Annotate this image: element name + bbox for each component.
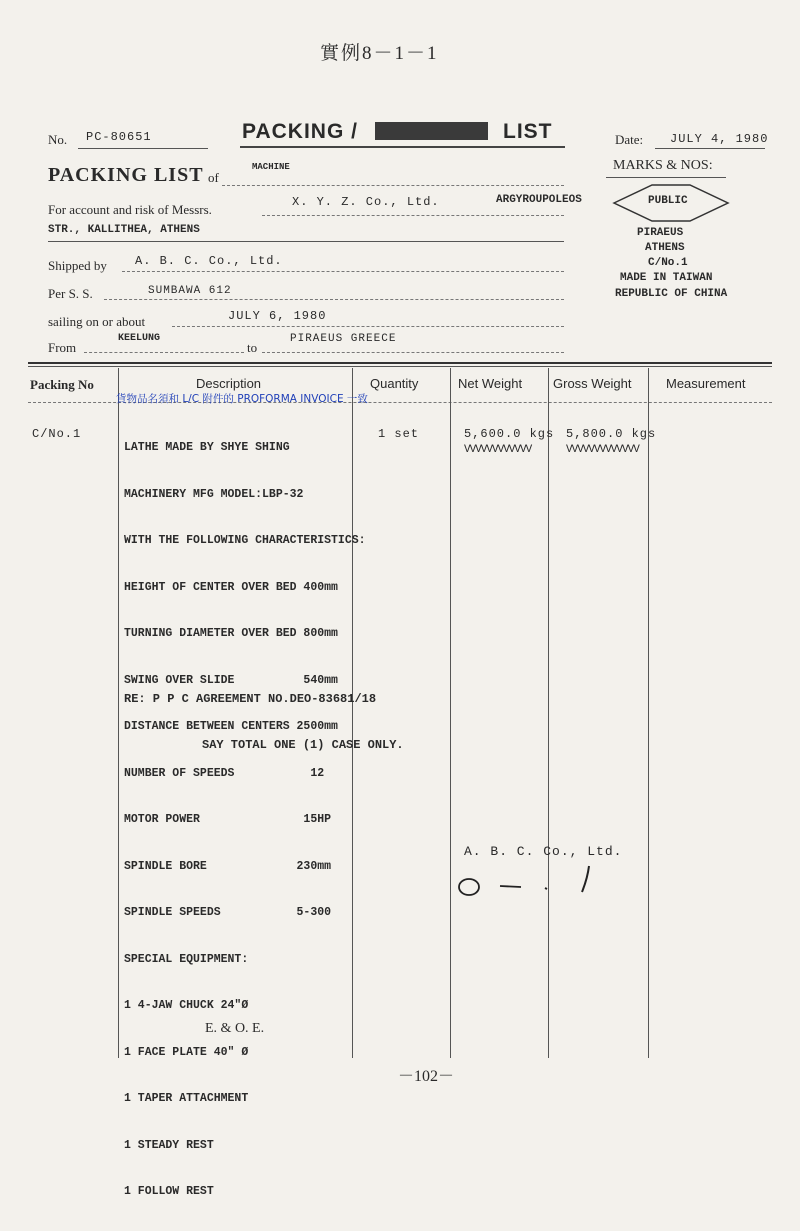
description-line: DISTANCE BETWEEN CENTERS 2500mm bbox=[124, 720, 338, 733]
date-value: JULY 4, 1980 bbox=[670, 132, 769, 146]
account-value-1b: ARGYROUPOLEOS bbox=[496, 194, 582, 206]
description-line: WITH THE FOLLOWING CHARACTERISTICS: bbox=[124, 534, 366, 547]
header-quantity: Quantity bbox=[370, 376, 419, 391]
gross-weight-value: 5,800.0 kgs bbox=[566, 427, 657, 441]
description-line: HEIGHT OF CENTER OVER BED 400mm bbox=[124, 580, 338, 594]
header-description: Description bbox=[196, 376, 262, 391]
signature-company: A. B. C. Co., Ltd. bbox=[464, 844, 623, 859]
vessel-underline bbox=[104, 299, 564, 300]
of-underline bbox=[222, 185, 564, 186]
description-block bbox=[124, 409, 366, 1231]
vessel-label: Per S. S. bbox=[48, 286, 93, 301]
description-line: 1 FOLLOW REST bbox=[124, 1185, 214, 1198]
description-line: SWING OVER SLIDE 540mm bbox=[124, 673, 338, 687]
account-value-1: X. Y. Z. Co., Ltd. bbox=[292, 195, 440, 209]
marks-line-4: MADE IN TAIWAN bbox=[620, 272, 713, 284]
redaction-bar bbox=[375, 122, 488, 140]
header-gross-weight: Gross Weight bbox=[553, 376, 632, 391]
col-divider-5 bbox=[648, 368, 649, 1058]
shipped-underline bbox=[122, 271, 564, 272]
marks-line-3: C/No.1 bbox=[648, 257, 688, 269]
header-net-weight: Net Weight bbox=[458, 376, 523, 391]
sailing-label: sailing on or about bbox=[48, 314, 146, 329]
of-label: of bbox=[208, 170, 219, 185]
title-underline bbox=[240, 146, 565, 148]
to-underline bbox=[262, 352, 564, 353]
to-label: to bbox=[247, 340, 258, 355]
to-value: PIRAEUS GREECE bbox=[290, 333, 397, 345]
from-underline bbox=[84, 352, 244, 353]
col-divider-1 bbox=[118, 368, 119, 1058]
marks-underline bbox=[606, 177, 726, 178]
title-right: LIST bbox=[503, 120, 553, 143]
handwritten-signature bbox=[455, 860, 635, 900]
invoice-note: 貨物品名須和 L/C 附件的 PROFORMA INVOICE 一致 bbox=[116, 393, 368, 405]
packing-no-value: C/No.1 bbox=[32, 427, 82, 441]
page-label: 實例8－1－1 bbox=[320, 43, 439, 64]
marks-line-5: REPUBLIC OF CHINA bbox=[615, 288, 728, 300]
vessel-value: SUMBAWA 612 bbox=[148, 285, 232, 297]
page-number: －102－ bbox=[398, 1068, 455, 1085]
net-weight-ticks: VVVVVVVVVVVV bbox=[464, 444, 532, 456]
from-label: From bbox=[48, 340, 77, 355]
description-line: SPECIAL EQUIPMENT: bbox=[124, 952, 249, 966]
of-value: MACHINE bbox=[252, 162, 290, 172]
description-line: SPINDLE BORE 230mm bbox=[124, 859, 332, 873]
header-packing-no: Packing No bbox=[30, 377, 94, 392]
description-line: SPINDLE SPEEDS 5-300 bbox=[124, 906, 332, 919]
diamond-text: PUBLIC bbox=[648, 195, 688, 207]
header-measurement: Measurement bbox=[666, 376, 746, 391]
account-value-2: STR., KALLITHEA, ATHENS bbox=[48, 224, 200, 236]
marks-label: MARKS & NOS: bbox=[613, 158, 713, 173]
description-line: 1 4-JAW CHUCK 24"Ø bbox=[124, 999, 249, 1012]
gross-weight-ticks: VVVVVVVVVVVVV bbox=[566, 444, 639, 456]
marks-line-1: PIRAEUS bbox=[637, 227, 684, 239]
say-total-text: SAY TOTAL ONE (1) CASE ONLY. bbox=[202, 738, 404, 752]
description-line: NUMBER OF SPEEDS 12 bbox=[124, 766, 325, 780]
date-underline bbox=[655, 148, 765, 149]
sailing-value: JULY 6, 1980 bbox=[228, 309, 327, 323]
no-value: PC-80651 bbox=[86, 130, 152, 144]
no-label: No. bbox=[48, 132, 68, 147]
description-line: LATHE MADE BY SHYE SHING bbox=[124, 441, 290, 454]
description-line: 1 TAPER ATTACHMENT bbox=[124, 1092, 249, 1105]
account-underline-1 bbox=[262, 215, 564, 216]
quantity-value: 1 set bbox=[378, 427, 420, 441]
shipped-value: A. B. C. Co., Ltd. bbox=[135, 254, 283, 268]
net-weight-value: 5,600.0 kgs bbox=[464, 427, 555, 441]
date-label: Date: bbox=[615, 132, 644, 147]
agreement-text: RE: P P C AGREEMENT NO.DEO-83681/18 bbox=[124, 692, 377, 706]
description-line: 1 STEADY REST bbox=[124, 1138, 214, 1152]
col-divider-4 bbox=[548, 368, 549, 1058]
col-divider-3 bbox=[450, 368, 451, 1058]
no-underline bbox=[78, 148, 208, 149]
from-value: KEELUNG bbox=[118, 333, 161, 344]
description-line: TURNING DIAMETER OVER BED 800mm bbox=[124, 627, 338, 640]
sailing-underline bbox=[172, 326, 564, 327]
description-line: MACHINERY MFG MODEL:LBP-32 bbox=[124, 487, 304, 501]
marks-line-2: ATHENS bbox=[645, 242, 685, 254]
table-top-rule-2 bbox=[28, 366, 772, 367]
packing-list-label: PACKING LIST bbox=[48, 164, 204, 186]
description-line: 1 FACE PLATE 40" Ø bbox=[124, 1045, 249, 1059]
account-label: For account and risk of Messrs. bbox=[48, 202, 212, 217]
description-line: MOTOR POWER 15HP bbox=[124, 813, 332, 826]
table-top-rule bbox=[28, 362, 772, 364]
account-underline-2 bbox=[48, 241, 564, 242]
eoe-text: E. & O. E. bbox=[205, 1021, 265, 1036]
shipped-label: Shipped by bbox=[48, 258, 107, 273]
title-left: PACKING / bbox=[242, 120, 358, 143]
